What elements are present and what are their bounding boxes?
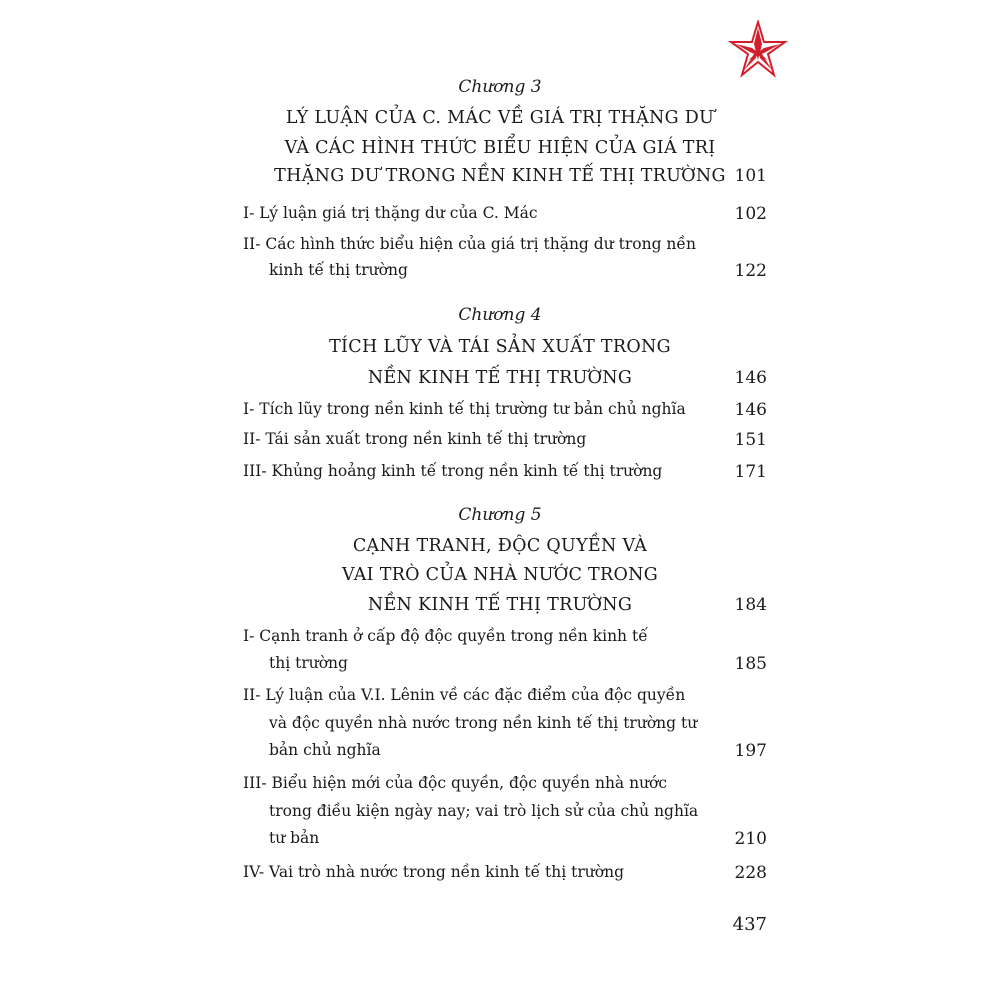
publisher-star-logo-icon xyxy=(728,20,788,80)
toc-entry-5-2-line-3: bản chủ nghĩa xyxy=(269,741,381,759)
chapter-5-heading-line-1: CẠNH TRANH, ĐỘC QUYỀN VÀ xyxy=(352,536,648,556)
toc-entry-4-3-page: 171 xyxy=(734,462,767,482)
toc-entry-5-4-page: 228 xyxy=(734,863,767,883)
chapter-3-page: 101 xyxy=(734,166,767,186)
chapter-4-heading-line-2: NỀN KINH TẾ THỊ TRƯỜNG xyxy=(367,368,633,388)
toc-entry-5-1-page: 185 xyxy=(734,654,767,674)
toc-entry-4-2-page: 151 xyxy=(734,430,767,450)
toc-entry-4-1: I- Tích lũy trong nền kinh tế thị trường tư bản chủ nghĩa xyxy=(243,400,686,418)
toc-entry-3-1-page: 102 xyxy=(734,204,767,224)
toc-entry-5-2-page: 197 xyxy=(734,741,767,761)
toc-entry-5-1-line-2: thị trường xyxy=(269,654,348,672)
toc-entry-4-1-page: 146 xyxy=(734,400,767,420)
toc-entry-4-3: III- Khủng hoảng kinh tế trong nền kinh tế thị trường xyxy=(243,462,663,480)
toc-entry-3-2-line-1: II- Các hình thức biểu hiện của giá trị thặng dư trong nền xyxy=(243,235,696,253)
chapter-3-heading-line-3: THẶNG DƯ TRONG NỀN KINH TẾ THỊ TRƯỜNG xyxy=(274,166,726,186)
toc-entry-5-3-line-2: trong điều kiện ngày nay; vai trò lịch sử của chủ nghĩa xyxy=(269,802,699,820)
chapter-5-heading-line-3: NỀN KINH TẾ THỊ TRƯỜNG xyxy=(367,595,633,615)
toc-entry-3-2-page: 122 xyxy=(734,261,767,281)
chapter-4-label: Chương 4 xyxy=(458,305,542,325)
chapter-3-heading-line-1: LÝ LUẬN CỦA C. MÁC VỀ GIÁ TRỊ THẶNG DƯ xyxy=(285,108,715,128)
toc-entry-3-1: I- Lý luận giá trị thặng dư của C. Mác xyxy=(243,204,538,222)
toc-entry-3-2-line-2: kinh tế thị trường xyxy=(269,261,408,279)
chapter-5-label: Chương 5 xyxy=(458,505,542,525)
chapter-4-heading-line-1: TÍCH LŨY VÀ TÁI SẢN XUẤT TRONG xyxy=(329,337,671,357)
toc-entry-5-1-line-1: I- Cạnh tranh ở cấp độ độc quyền trong nền kinh tế xyxy=(243,627,648,645)
page-number: 437 xyxy=(732,914,767,935)
toc-entry-5-3-line-3: tư bản xyxy=(269,829,320,847)
toc-entry-5-3-line-1: III- Biểu hiện mới của độc quyền, độc quyền nhà nước xyxy=(243,774,668,792)
chapter-4-page: 146 xyxy=(734,368,767,388)
chapter-5-heading-line-2: VAI TRÒ CỦA NHÀ NƯỚC TRONG xyxy=(341,565,659,585)
toc-entry-5-3-page: 210 xyxy=(734,829,767,849)
toc-entry-5-2-line-1: II- Lý luận của V.I. Lênin về các đặc điểm của độc quyền xyxy=(243,686,686,704)
chapter-3-heading-line-2: VÀ CÁC HÌNH THỨC BIỂU HIỆN CỦA GIÁ TRỊ xyxy=(284,138,716,158)
toc-entry-5-2-line-2: và độc quyền nhà nước trong nền kinh tế thị trường tư xyxy=(269,714,698,732)
toc-entry-4-2: II- Tái sản xuất trong nền kinh tế thị trường xyxy=(243,430,587,448)
toc-entry-5-4: IV- Vai trò nhà nước trong nền kinh tế thị trường xyxy=(243,863,625,881)
chapter-5-page: 184 xyxy=(734,595,767,615)
chapter-3-label: Chương 3 xyxy=(458,77,542,97)
